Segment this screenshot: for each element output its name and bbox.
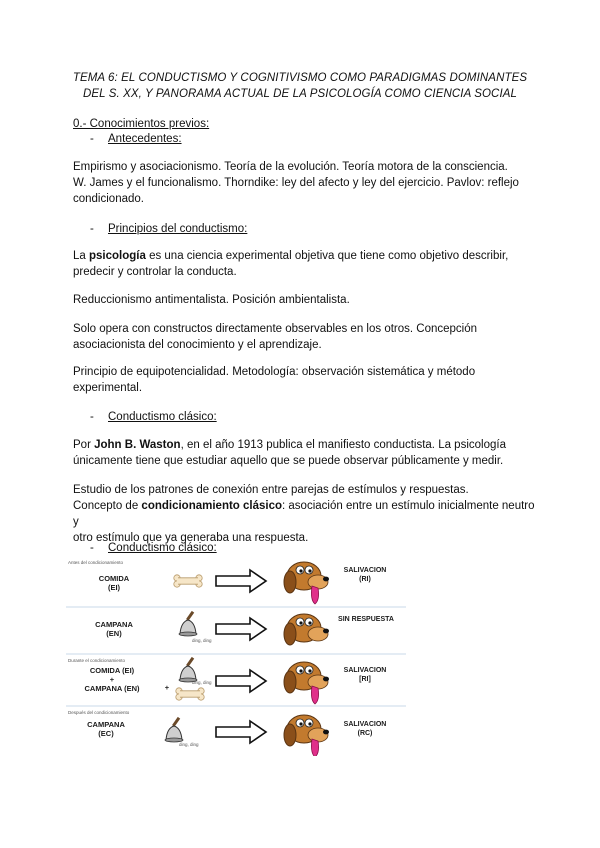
text-run: Concepto de bbox=[73, 500, 142, 512]
paragraph-line: condicionado. bbox=[73, 193, 144, 205]
text-run: es una ciencia experimental objetiva que tiene como objetivo describir, bbox=[145, 250, 509, 262]
paragraph-line: predecir y controlar la conducta. bbox=[73, 266, 237, 278]
paragraph-psicologia bbox=[73, 248, 543, 280]
text-run: La bbox=[73, 250, 89, 262]
paragraph-condicionamiento bbox=[73, 482, 543, 546]
bullet-label: Antecedentes: bbox=[108, 133, 182, 145]
paragraph-line bbox=[73, 437, 543, 453]
paragraph-line: otro estímulo que ya generaba una respuesta. bbox=[73, 532, 309, 544]
bold-term: psicología bbox=[89, 250, 146, 262]
text-run: , en el año 1913 publica el manifiesto conductista. La psicología bbox=[180, 439, 506, 451]
caption-during: Durante el condicionamiento bbox=[68, 658, 126, 663]
paragraph-line bbox=[73, 498, 543, 530]
title-line-1: TEMA 6: EL CONDUCTISMO Y COGNITIVISMO COMO PARADIGMAS DOMINANTES bbox=[72, 72, 528, 84]
title-line-2: DEL S. XX, Y PANORAMA ACTUAL DE LA PSICOLOGÍA COMO CIENCIA SOCIAL bbox=[82, 88, 518, 100]
bullet-label: Conductismo clásico: bbox=[108, 411, 217, 423]
paragraph-line: Principio de equipotencialidad. Metodología: observación sistemática y método bbox=[73, 366, 476, 378]
label-line: COMIDA bbox=[98, 574, 130, 583]
label-line: (EC) bbox=[98, 729, 114, 738]
conditioning-diagram bbox=[66, 556, 406, 756]
label-line: CAMPANA bbox=[95, 620, 133, 629]
bullet-antecedentes bbox=[90, 131, 182, 147]
label-line: SALIVACION bbox=[343, 721, 387, 728]
paragraph-watson bbox=[73, 437, 543, 469]
label-line: (EN) bbox=[106, 629, 122, 638]
label-line: [RI] bbox=[359, 676, 371, 683]
bullet-dash: - bbox=[90, 411, 94, 423]
bullet-label: Conductismo clásico: bbox=[108, 542, 217, 554]
bullet-dash: - bbox=[90, 542, 94, 554]
paragraph-line: únicamente tiene que estudiar aquello que se puede observar públicamente y medir. bbox=[73, 455, 504, 467]
bell-sound: ding, ding bbox=[192, 638, 212, 643]
caption-after: Después del condicionamiento bbox=[68, 710, 130, 715]
bullet-principios bbox=[90, 221, 247, 237]
response-salivacion-ri-2 bbox=[328, 666, 402, 684]
response-salivacion-rc bbox=[328, 720, 402, 738]
plus-sign: + bbox=[164, 683, 170, 692]
bell-sound: ding, ding bbox=[179, 742, 199, 747]
paragraph-line: Solo opera con constructos directamente observables en los otros. Concepción bbox=[73, 323, 478, 335]
label-line: (EI) bbox=[107, 583, 121, 592]
bold-term: condicionamiento clásico bbox=[141, 500, 283, 512]
label-line: COMIDA (EI) bbox=[89, 666, 135, 675]
label-campana-en bbox=[84, 620, 144, 638]
response-salivacion-ri bbox=[328, 566, 402, 584]
bullet-dash: - bbox=[90, 133, 94, 145]
paragraph-antecedentes bbox=[73, 159, 543, 207]
text-run: : asociación entre un estímulo inicialmente neutro y bbox=[73, 500, 535, 528]
section-heading: 0.- Conocimientos previos: bbox=[73, 118, 210, 130]
text-run: Por bbox=[73, 439, 95, 451]
paragraph-line: Estudio de los patrones de conexión entre parejas de estímulos y respuestas. bbox=[73, 484, 469, 496]
label-line: SALIVACION bbox=[343, 567, 387, 574]
paragraph-line bbox=[73, 248, 543, 264]
label-line: (RC) bbox=[357, 730, 373, 737]
paragraph-constructos bbox=[73, 321, 543, 353]
paragraph-equipotencialidad bbox=[73, 364, 543, 396]
bold-term: John B. Waston bbox=[94, 439, 181, 451]
bullet-conductismo-clasico-2 bbox=[90, 540, 217, 556]
label-line: CAMPANA bbox=[87, 720, 125, 729]
paragraph-line: W. James y el funcionalismo. Thorndike: ley del afecto y ley del ejercicio. Pavlov: reflejo bbox=[73, 177, 519, 189]
paragraph-line: Empirismo y asociacionismo. Teoría de la evolución. Teoría motora de la consciencia. bbox=[73, 161, 508, 173]
paragraph-reduccionismo: Reduccionismo antimentalista. Posición ambientalista. bbox=[73, 294, 350, 306]
label-campana-ec bbox=[76, 720, 136, 738]
label-line: + bbox=[109, 675, 115, 684]
paragraph-line: asociacionista del conocimiento y el aprendizaje. bbox=[73, 339, 322, 351]
paragraph-line: experimental. bbox=[73, 382, 143, 394]
caption-before: Antes del condicionamiento bbox=[68, 560, 124, 565]
bullet-dash: - bbox=[90, 223, 94, 235]
bell-sound: ding, ding bbox=[192, 680, 212, 685]
label-line: SALIVACION bbox=[343, 667, 387, 674]
document-title bbox=[60, 70, 540, 102]
bullet-conductismo-clasico bbox=[90, 409, 217, 425]
label-comida-campana bbox=[74, 666, 150, 693]
label-line: CAMPANA (EN) bbox=[84, 684, 140, 693]
bullet-label: Principios del conductismo: bbox=[108, 223, 248, 235]
label-line: (RI) bbox=[359, 576, 371, 583]
response-sin-respuesta: SIN RESPUESTA bbox=[338, 616, 394, 623]
label-comida-ei bbox=[84, 574, 144, 592]
